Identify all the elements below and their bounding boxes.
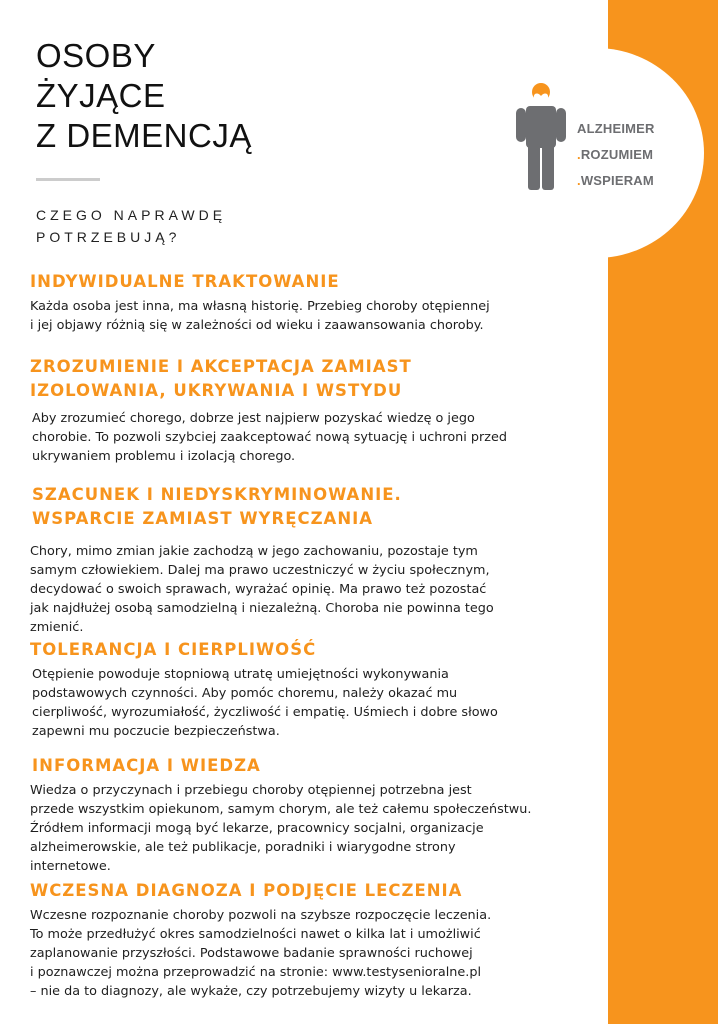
title-line: Z DEMENCJĄ: [36, 117, 252, 154]
section-body: Wiedza o przyczynach i przebiegu choroby otępiennej potrzebna jest przede wszystkim opiekunom, samym chorym, ale też całemu społeczeństwu. Źródłem informacji mogą być lekarze, pracownicy socjalni, organizacje alzheimerowskie, ale też publikacje, poradniki i wiarygodne strony internetowe.: [30, 783, 532, 874]
section-heading: INFORMACJA I WIEDZA: [32, 756, 261, 775]
person-with-heart-icon: [512, 82, 570, 192]
section-body: Wczesne rozpoznanie choroby pozwoli na szybsze rozpoczęcie leczenia. To może przedłużyć okres samodzielności nawet o kilka lat i umożliwić zaplanowanie przyszłości. Podstawowe badanie sprawności ruchowej i poznawczej można przeprowadzić na stronie: www.testysenioralne.pl – nie da to diagnozy, ale wykaże, czy potrzebujemy wizyty u lekarza.: [30, 908, 492, 999]
title-line: OSOBY: [36, 37, 156, 74]
section-heading: ZROZUMIENIE I AKCEPTACJA ZAMIAST IZOLOWANIA, UKRYWANIA I WSTYDU: [30, 357, 412, 400]
title-line: ŻYJĄCE: [36, 77, 166, 114]
section-heading: INDYWIDUALNE TRAKTOWANIE: [30, 272, 340, 291]
logo-line-2: .ROZUMIEM: [577, 147, 654, 162]
section-heading: TOLERANCJA I CIERPLIWOŚĆ: [30, 640, 317, 659]
section-body: Chory, mimo zmian jakie zachodzą w jego zachowaniu, pozostaje tym samym człowiekiem. Dalej ma prawo uczestniczyć w życiu społecznym, decydować o swoich sprawach, wyrażać opinię. Ma prawo też pozostać jak najdłużej osobą samodzielną i niezależną. Choroba nie powinna tego zmienić.: [30, 544, 494, 635]
section-heading: WCZESNA DIAGNOZA I PODJĘCIE LECZENIA: [30, 881, 463, 900]
title-divider: [36, 178, 100, 181]
logo-line-3: .WSPIERAM: [577, 173, 654, 188]
subtitle-line: CZEGO NAPRAWDĘ: [36, 207, 227, 223]
subtitle-line: POTRZEBUJĄ?: [36, 229, 181, 245]
logo-text: [577, 116, 655, 194]
section-body: Aby zrozumieć chorego, dobrze jest najpierw pozyskać wiedzę o jego chorobie. To pozwoli szybciej zaakceptować nową sytuację i uchroni przed ukrywaniem problemu i izolacją chorego.: [32, 411, 508, 464]
subtitle: [36, 204, 226, 248]
logo-line-1: ALZHEIMER: [577, 121, 655, 136]
section-heading: SZACUNEK I NIEDYSKRYMINOWANIE. WSPARCIE ZAMIAST WYRĘCZANIA: [32, 485, 402, 528]
section-body: Każda osoba jest inna, ma własną historię. Przebieg choroby otępiennej i jej objawy różnią się w zależności od wieku i zaawansowania choroby.: [30, 299, 490, 333]
section-body: Otępienie powoduje stopniową utratę umiejętności wykonywania podstawowych czynności. Aby pomóc choremu, należy okazać mu cierpliwość, wyrozumiałość, życzliwość i empatię. Uśmiech i dobre słowo zapewni mu poczucie bezpieczeństwa.: [32, 667, 498, 739]
page-title: [36, 36, 252, 156]
